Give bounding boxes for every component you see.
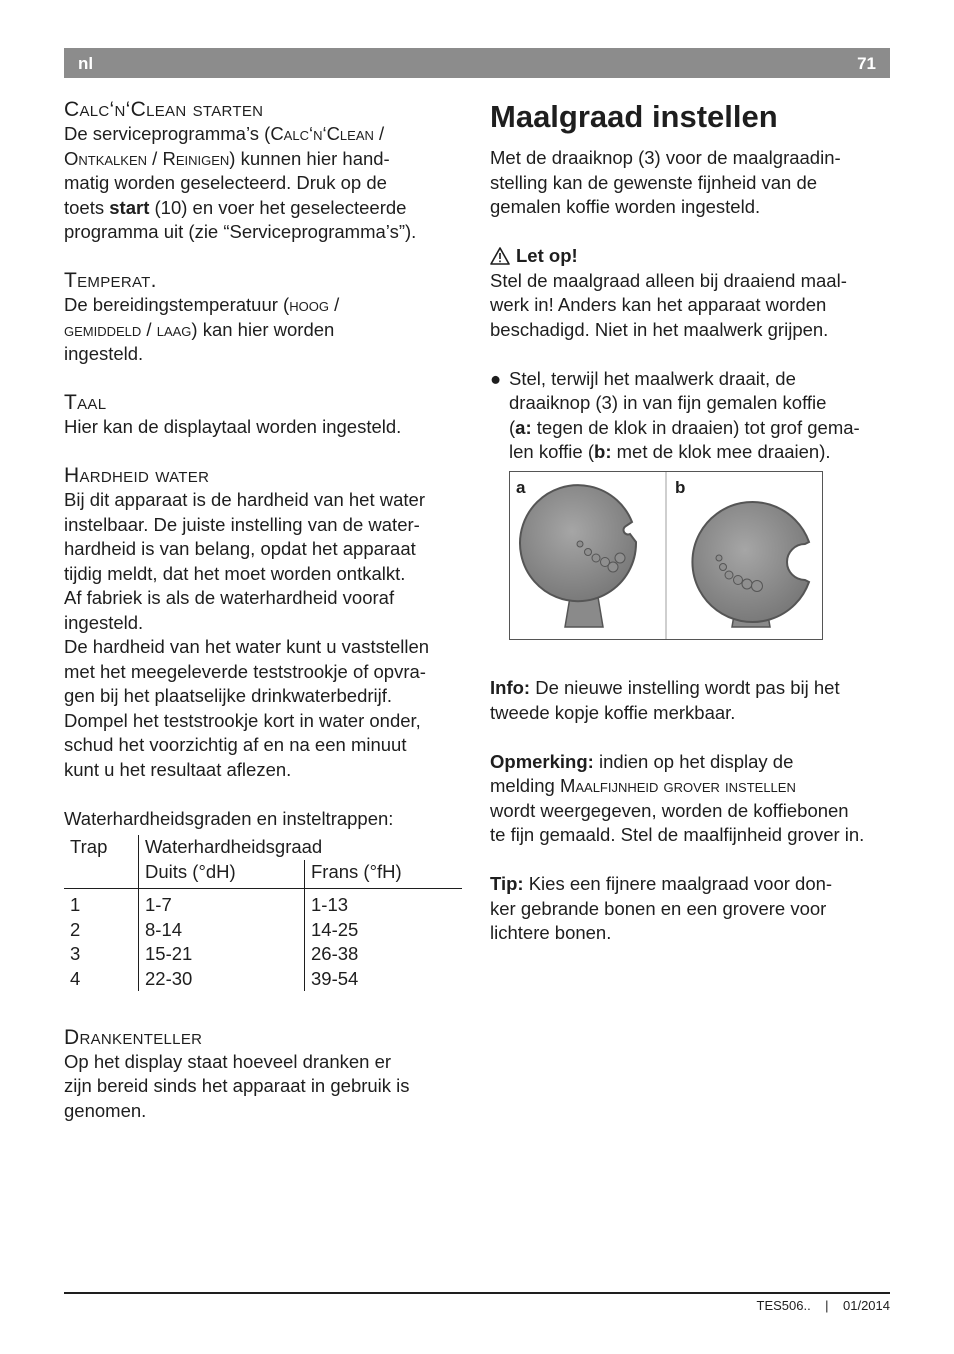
- language-code: nl: [78, 54, 94, 73]
- section-heading: Taal: [64, 391, 107, 414]
- figure-panel-a: [510, 472, 665, 639]
- text-line: Dompel het teststrookje kort in water onder,: [64, 709, 421, 731]
- header-dh: Duits (°dH): [139, 860, 305, 889]
- text: len koffie (: [509, 441, 595, 462]
- label-b: b:: [594, 441, 612, 462]
- table-intro: Waterhardheidsgraden en insteltrappen:: [64, 807, 394, 829]
- grind-knob-figure: [509, 471, 823, 640]
- page-title: Maalgraad instellen: [490, 99, 778, 134]
- menu-term: Reinigen: [162, 147, 230, 169]
- text: ) kunnen hier hand-: [229, 147, 390, 169]
- cell-dh: 22-30: [139, 967, 305, 992]
- bullet-item: [490, 367, 894, 465]
- text-line: Stel de maalgraad alleen bij draaiend maal-: [490, 269, 847, 291]
- text: /: [141, 318, 157, 340]
- text-line: werk in! Anders kan het apparaat worden: [490, 294, 827, 315]
- menu-term: Ontkalken: [64, 147, 148, 169]
- warning-title: [490, 244, 894, 269]
- bullet-text: [509, 367, 860, 465]
- section-water-hardness: [64, 464, 466, 991]
- text: ) kan hier worden: [191, 318, 335, 340]
- text-line: schud het voorzichtig af en na een minuut: [64, 734, 407, 755]
- text: De bereidingstemperatuur (: [64, 294, 290, 315]
- cell-fh: 39-54: [311, 967, 359, 989]
- text-line: Stel, terwijl het maalwerk draait, de: [509, 367, 796, 389]
- text-line: hardheid is van belang, opdat het apparaat: [64, 538, 416, 559]
- cell-dh: 8-14: [139, 918, 305, 943]
- text-line: tijdig meldt, dat het moet worden ontkalkt.: [64, 562, 406, 584]
- paragraph: [64, 1050, 466, 1124]
- text-line: ker gebrande bonen en een grovere voor: [490, 897, 827, 919]
- footer-divider: [64, 1292, 890, 1294]
- text: indien op het display de: [593, 750, 794, 772]
- text-line: zijn bereid sinds het apparaat in gebruik is: [64, 1075, 410, 1096]
- header-fh: Frans (°fH): [305, 860, 463, 889]
- text-line: tweede kopje koffie merkbaar.: [490, 701, 736, 723]
- tip-paragraph: [490, 872, 894, 946]
- grind-knob-b-icon: [667, 472, 822, 639]
- cell-fh: 26-38: [311, 943, 359, 964]
- menu-term: gemiddeld: [64, 318, 142, 340]
- intro-paragraph: [490, 146, 894, 220]
- cell-dh: 1-7: [139, 889, 305, 918]
- text-line: beschadigd. Niet in het maalwerk grijpen.: [490, 318, 829, 340]
- text-line: kunt u het resultaat aflezen.: [64, 758, 292, 780]
- table-row: [64, 889, 462, 918]
- table-row: [64, 918, 462, 943]
- text: De nieuwe instelling wordt pas bij het: [530, 677, 840, 698]
- text: matig worden geselecteerd. Druk op de: [64, 172, 387, 193]
- cell-trap: 2: [64, 918, 139, 943]
- paragraph: Hier kan de displaytaal worden ingesteld.: [64, 416, 402, 437]
- text-line: Op het display staat hoeveel dranken er: [64, 1050, 392, 1072]
- text: De serviceprogramma’s (: [64, 123, 271, 144]
- text-line: stelling kan de gewenste fijnheid van de: [490, 171, 818, 193]
- warning-label: Let op!: [516, 245, 578, 266]
- label-a: a:: [515, 416, 532, 438]
- menu-term: laag: [156, 318, 192, 340]
- text: (: [509, 416, 516, 438]
- cell-dh: 15-21: [139, 942, 305, 967]
- footer-date: 01/2014: [843, 1298, 890, 1313]
- section-heading: Drankenteller: [64, 1025, 203, 1049]
- text: met de klok mee draaien).: [611, 441, 831, 462]
- table-subheader-row: [64, 860, 462, 889]
- cell-trap: 4: [64, 967, 139, 992]
- text: Kies een fijnere maalgraad voor don-: [523, 873, 833, 894]
- text: tegen de klok in draaien) tot grof gema-: [531, 416, 860, 438]
- figure-panel-b: [667, 472, 822, 639]
- text-line: De hardheid van het water kunt u vaststellen: [64, 636, 430, 657]
- text: ingesteld.: [64, 343, 144, 364]
- cell-trap: 3: [64, 942, 139, 967]
- section-temperature: [64, 269, 466, 367]
- warning-triangle-icon: [490, 247, 510, 265]
- note-label: Opmerking:: [490, 750, 594, 772]
- header-group: Waterhardheidsgraad: [145, 836, 323, 857]
- header-trap: Trap: [64, 835, 139, 860]
- cell-trap: 1: [64, 889, 139, 918]
- text-line: te fijn gemaald. Stel de maalfijnheid grover in.: [490, 824, 865, 845]
- right-column: [490, 98, 894, 946]
- text: programma uit (zie “Serviceprogramma’s”).: [64, 221, 417, 242]
- text: /: [147, 147, 163, 169]
- text-line: ingesteld.: [64, 611, 144, 633]
- text: (10) en voer het geselecteerde: [149, 196, 407, 218]
- text-line: Af fabriek is als de waterhardheid vooraf: [64, 587, 395, 608]
- water-hardness-table: [64, 835, 462, 991]
- table-header-row: [64, 835, 462, 860]
- grind-knob-a-icon: [510, 472, 665, 639]
- bullet-dot-icon: ●: [490, 367, 502, 389]
- text-line: genomen.: [64, 1099, 147, 1121]
- cell-fh: 14-25: [311, 918, 359, 940]
- text: melding: [490, 775, 560, 796]
- table-row: [64, 967, 462, 992]
- figure-label-b: b: [675, 477, 686, 497]
- paragraph: [64, 293, 466, 367]
- info-paragraph: [490, 676, 894, 725]
- text: /: [328, 294, 340, 315]
- menu-term: Calc‘n‘Clean: [270, 123, 374, 144]
- footer-separator: |: [825, 1298, 829, 1313]
- text: /: [373, 123, 385, 144]
- paragraph: [64, 488, 466, 782]
- text-line: met het meegeleverde teststrookje of opvra-: [64, 660, 426, 682]
- text-line: instelbaar. De juiste instelling van de water-: [64, 513, 420, 535]
- tip-label: Tip:: [490, 873, 524, 894]
- display-message: Maalfijnheid grover instellen: [559, 775, 796, 796]
- text: toets: [64, 196, 110, 218]
- text-line: lichtere bonen.: [490, 922, 612, 943]
- text-line: gen bij het plaatselijke drinkwaterbedrijf.: [64, 685, 393, 706]
- menu-term: hoog: [289, 294, 329, 315]
- text-line: wordt weergegeven, worden de koffiebonen: [490, 799, 849, 821]
- figure-label-a: a: [516, 477, 526, 497]
- section-heading: Temperat.: [64, 269, 157, 292]
- section-language: [64, 391, 466, 440]
- page-number: 71: [857, 54, 876, 73]
- warning-text: [490, 269, 894, 343]
- table-row: [64, 942, 462, 967]
- left-column: [64, 98, 466, 1123]
- section-heading: Hardheid water: [64, 464, 210, 487]
- section-calc-clean: [64, 98, 466, 245]
- section-drink-counter: [64, 1026, 466, 1124]
- text-line: draaiknop (3) in van fijn gemalen koffie: [509, 392, 827, 413]
- text-line: gemalen koffie worden ingesteld.: [490, 196, 761, 217]
- header-bar: [64, 48, 890, 78]
- button-name: start: [109, 196, 150, 218]
- text-line: Met de draaiknop (3) voor de maalgraadin-: [490, 147, 841, 168]
- info-label: Info:: [490, 677, 531, 698]
- model-number: TES506..: [756, 1298, 811, 1313]
- paragraph: [64, 122, 466, 245]
- section-heading: Calc‘n‘Clean starten: [64, 98, 264, 121]
- text-line: Bij dit apparaat is de hardheid van het water: [64, 489, 425, 510]
- warning-block: [490, 244, 894, 342]
- footer: [757, 1298, 891, 1313]
- note-paragraph: [490, 750, 894, 848]
- cell-fh: 1-13: [311, 894, 349, 915]
